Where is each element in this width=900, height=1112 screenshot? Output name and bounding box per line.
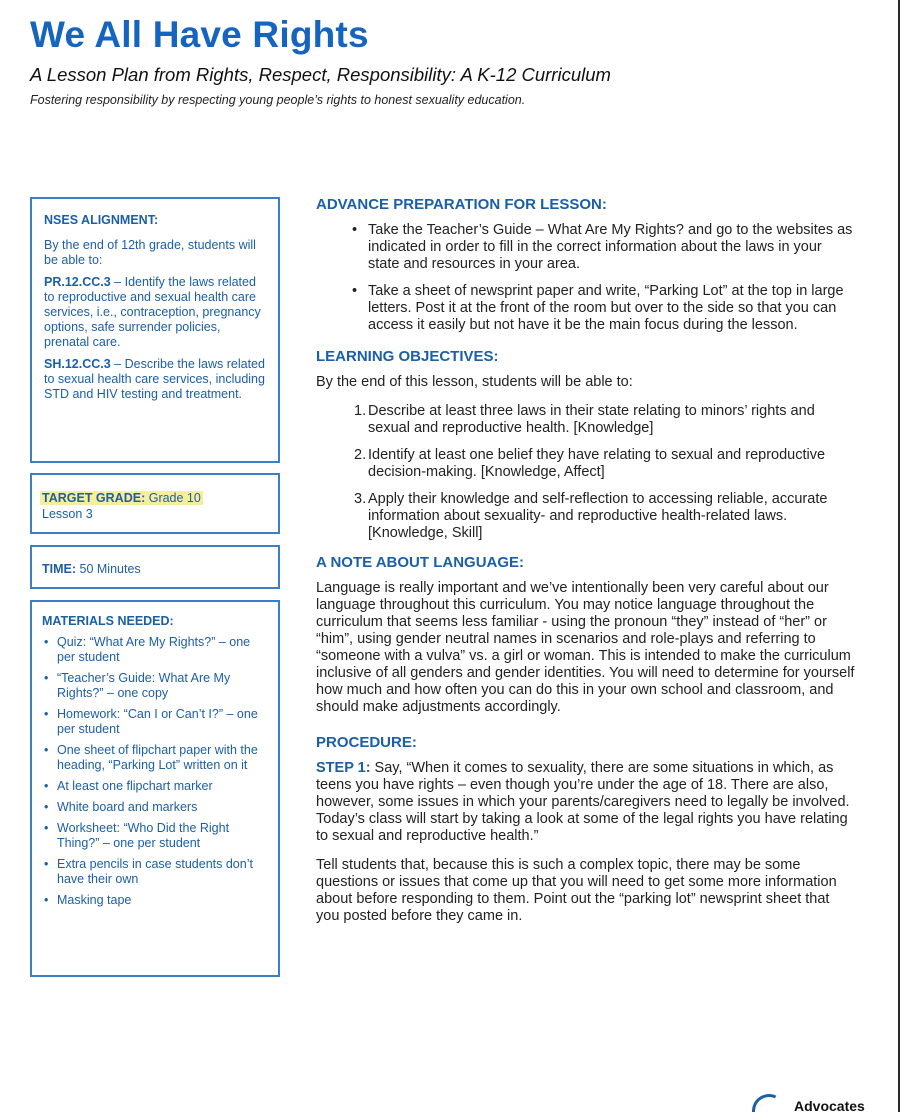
objective-number: 3. <box>354 491 367 507</box>
nses-alignment-box <box>30 197 280 463</box>
prep-item: • Take a sheet of newsprint paper and write, “Parking Lot” at the top in large letters. Post it at the front of the room but over to the side so that you can access it easily but not have it be the main focus during the lesson. <box>316 283 856 334</box>
standard-code: PR.12.CC.3 <box>44 275 111 289</box>
procedure-step-1 <box>316 760 856 845</box>
target-grade-box <box>30 473 280 534</box>
objective-text: Apply their knowledge and self-reflection to accessing reliable, accurate information about sexuality- and reproductive health-related laws. [Knowledge, Skill] <box>368 491 828 541</box>
section-heading-procedure: PROCEDURE: <box>316 734 417 751</box>
materials-box <box>30 600 280 977</box>
objective-number: 2. <box>354 447 367 463</box>
material-item: • Quiz: “What Are My Rights?” – one per student <box>42 635 270 665</box>
time-label: TIME: <box>42 562 77 576</box>
material-item: • At least one flipchart marker <box>42 779 270 794</box>
time-line <box>42 562 268 576</box>
objective-item <box>316 447 856 481</box>
objective-item <box>316 403 856 437</box>
procedure-paragraph: Tell students that, because this is such a complex topic, there may be some questions or issues that come up that you will need to get some more information about before responding to them. Point out the “parking lot” newsprint sheet that you posted before they came in. <box>316 857 837 924</box>
material-item: • “Teacher’s Guide: What Are My Rights?” – one copy <box>42 671 270 701</box>
lesson-number: Lesson 3 <box>42 507 93 521</box>
language-note: Language is really important and we’ve intentionally been very careful about our language throughout this curriculum. You may notice language throughout the curriculum that seems less familiar - using the pronoun “they” instead of “her” or “him”, using gender neutral names in scenarios and role-plays and referring to “someone with a vulva” vs. a girl or woman. This is intended to make the curriculum inclusive of all genders and gender identities. You will need to determine for yourself how much and how often you can do this in your own school and classroom, and should make adjustments accordingly. <box>316 580 855 715</box>
logo-swoosh-icon <box>752 1090 791 1112</box>
nses-standard <box>44 275 268 350</box>
objective-item <box>316 491 856 542</box>
page-title: We All Have Rights <box>30 14 369 55</box>
logo-text: Advocates <box>794 1098 865 1112</box>
objective-text: Identify at least one belief they have relating to sexual and reproductive decision-making. [Knowledge, Affect] <box>368 447 826 480</box>
nses-heading: NSES ALIGNMENT: <box>44 213 159 227</box>
objective-text: Describe at least three laws in their state relating to minors’ rights and sexual and reproductive health. [Knowledge] <box>368 403 815 436</box>
prep-list <box>316 222 856 334</box>
page-subtitle: A Lesson Plan from Rights, Respect, Responsibility: A K-12 Curriculum <box>30 64 611 85</box>
time-value: 50 Minutes <box>76 562 141 576</box>
materials-list <box>42 635 270 908</box>
material-item: • Extra pencils in case students don’t have their own <box>42 857 270 887</box>
target-grade-highlight <box>40 491 203 505</box>
prep-item: • Take the Teacher’s Guide – What Are My Rights? and go to the websites as indicated in order to fill in the correct information about the laws in your state and resources in your area. <box>316 222 856 273</box>
objectives-list <box>316 403 856 542</box>
step-text: Say, “When it comes to sexuality, there are some situations in which, as teens you have rights – even though you’re under the age of 18. There are also, however, some issues in which your parents/caregivers need to legally be involved. Today’s class will start by taking a look at some of the legal rights you have relating to sexual and reproductive health.” <box>316 760 850 844</box>
material-item: • Worksheet: “Who Did the Right Thing?” – one per student <box>42 821 270 851</box>
material-item: • Masking tape <box>42 893 270 908</box>
section-heading-objectives: LEARNING OBJECTIVES: <box>316 348 499 365</box>
standard-text: – Identify the laws related to reproductive and sexual health care services, i.e., contraception, pregnancy options, safe surrender policies, prenatal care. <box>44 275 261 349</box>
material-item: • White board and markers <box>42 800 270 815</box>
materials-heading: MATERIALS NEEDED: <box>42 614 174 628</box>
step-label: STEP 1: <box>316 760 371 776</box>
section-heading-language: A NOTE ABOUT LANGUAGE: <box>316 554 525 571</box>
time-box <box>30 545 280 589</box>
target-grade-value: Grade 10 <box>145 491 201 505</box>
nses-intro: By the end of 12th grade, students will be able to: <box>44 238 256 267</box>
page-tagline: Fostering responsibility by respecting young people’s rights to honest sexuality education. <box>30 93 526 107</box>
nses-standard <box>44 357 268 402</box>
material-item: • One sheet of flipchart paper with the heading, “Parking Lot” written on it <box>42 743 270 773</box>
standard-text: – Describe the laws related to sexual health care services, including STD and HIV testing and treatment. <box>44 357 265 401</box>
advocates-logo <box>752 1090 892 1112</box>
objective-number: 1. <box>354 403 367 419</box>
objectives-intro: By the end of this lesson, students will be able to: <box>316 374 633 390</box>
standard-code: SH.12.CC.3 <box>44 357 111 371</box>
main-column <box>316 196 856 937</box>
material-item: • Homework: “Can I or Can’t I?” – one per student <box>42 707 270 737</box>
target-grade-label: TARGET GRADE: <box>42 491 146 505</box>
section-heading-prep: ADVANCE PREPARATION FOR LESSON: <box>316 196 607 213</box>
